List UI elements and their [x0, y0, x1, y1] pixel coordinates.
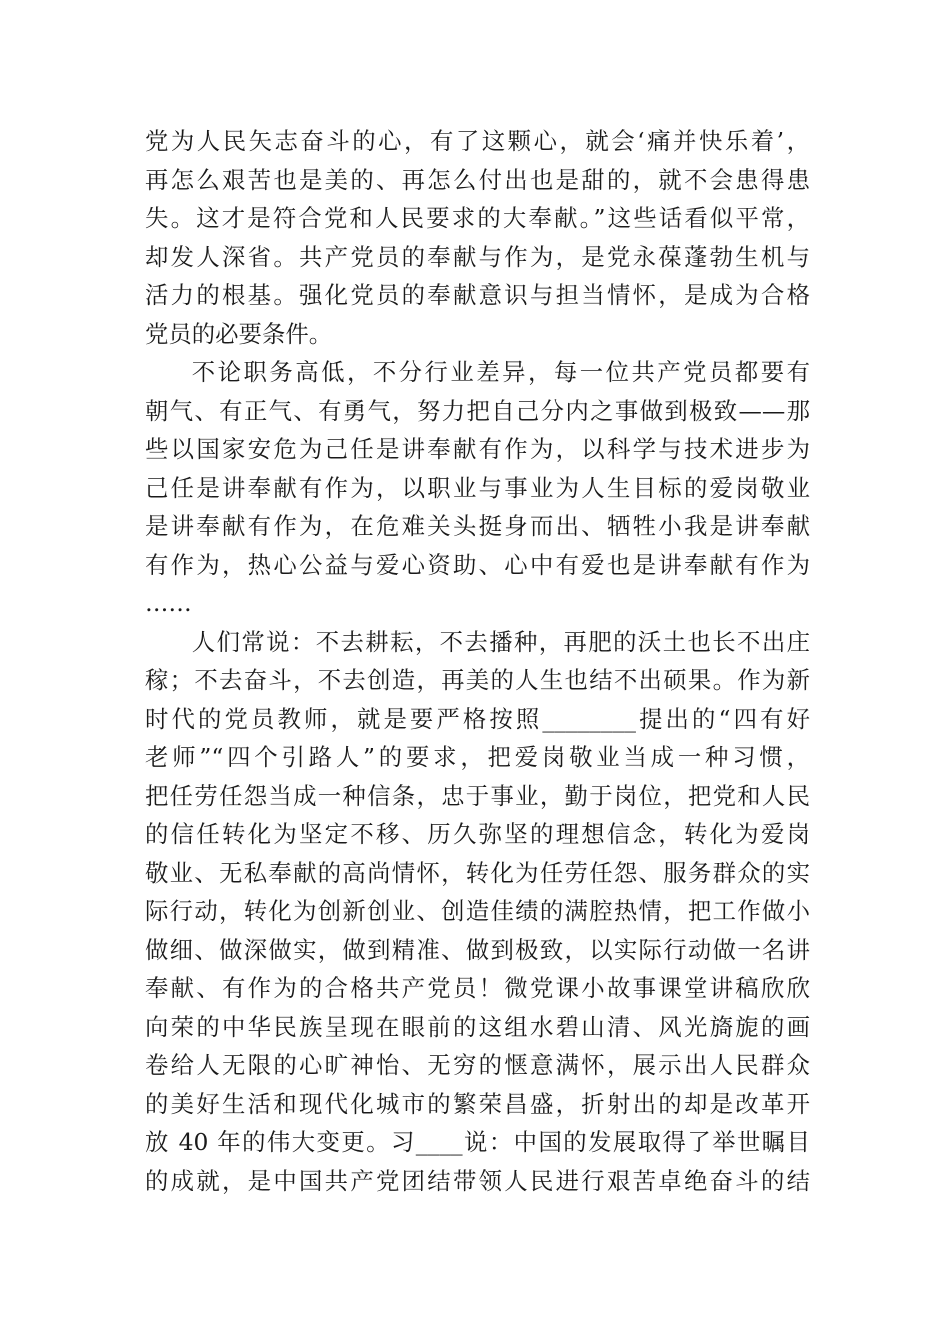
paragraph-2	[145, 353, 810, 623]
text-line: 是讲奉献有作为，在危难关头挺身而出、牺牲小我是讲奉献	[145, 512, 810, 540]
text-line: 人们常说：不去耕耘，不去播种，再肥的沃土也长不出庄	[191, 627, 810, 656]
text-line: 向荣的中华民族呈现在眼前的这组水碧山清、风光旖旎的画	[145, 1012, 810, 1041]
text-line: 的美好生活和现代化城市的繁荣昌盛，折射出的却是改革开	[145, 1089, 810, 1118]
text-line: ……	[145, 589, 192, 617]
text-line: 敬业、无私奉献的高尚情怀，转化为任劳任怨、服务群众的实	[145, 858, 810, 887]
text-line: 失。这才是符合党和人民要求的大奉献。”这些话看似平常，	[145, 204, 810, 232]
paragraph-1	[145, 122, 810, 353]
text-line: 放 40 年的伟大变更。习____说：中国的发展取得了举世瞩目	[145, 1128, 810, 1156]
text-line: 活力的根基。强化党员的奉献意识与担当情怀，是成为合格	[145, 281, 810, 309]
text-line: 际行动，转化为创新创业、创造佳绩的满腔热情，把工作做小	[145, 897, 810, 925]
text-line: 却发人深省。共产党员的奉献与作为，是党永葆蓬勃生机与	[145, 242, 810, 271]
text-line: 党为人民矢志奋斗的心，有了这颗心，就会‘痛并快乐着’，	[145, 127, 810, 155]
text-line: 奉献、有作为的合格共产党员！微党课小故事课堂讲稿欣欣	[145, 974, 810, 1002]
text-line: 老师”“四个引路人”的要求，把爱岗敬业当成一种习惯，	[145, 743, 810, 771]
text-line: 朝气、有正气、有勇气，努力把自己分内之事做到极致——那	[145, 396, 810, 425]
text-line: 有作为，热心公益与爱心资助、心中有爱也是讲奉献有作为	[145, 550, 810, 579]
text-line: 己任是讲奉献有作为，以职业与事业为人生目标的爱岗敬业	[145, 473, 810, 502]
text-line: 时代的党员教师，就是要严格按照________提出的“四有好	[145, 704, 810, 733]
paragraph-3	[145, 623, 810, 1201]
text-line: 再怎么艰苦也是美的、再怎么付出也是甜的，就不会患得患	[145, 165, 810, 194]
text-line: 些以国家安危为己任是讲奉献有作为，以科学与技术进步为	[145, 435, 810, 463]
text-line: 的成就，是中国共产党团结带领人民进行艰苦卓绝奋斗的结	[145, 1166, 810, 1195]
text-line: 稼；不去奋斗，不去创造，再美的人生也结不出硕果。作为新	[145, 666, 810, 694]
document-body	[145, 122, 810, 1200]
text-line: 做细、做深做实，做到精准、做到极致，以实际行动做一名讲	[145, 935, 810, 964]
text-line: 把任劳任怨当成一种信条，忠于事业，勤于岗位，把党和人民	[145, 781, 810, 810]
text-line: 不论职务高低，不分行业差异，每一位共产党员都要有	[191, 358, 810, 386]
text-line: 的信任转化为坚定不移、历久弥坚的理想信念，转化为爱岗	[145, 820, 810, 848]
text-line: 卷给人无限的心旷神怡、无穷的惬意满怀，展示出人民群众	[145, 1051, 810, 1079]
text-line: 党员的必要条件。	[145, 319, 333, 348]
